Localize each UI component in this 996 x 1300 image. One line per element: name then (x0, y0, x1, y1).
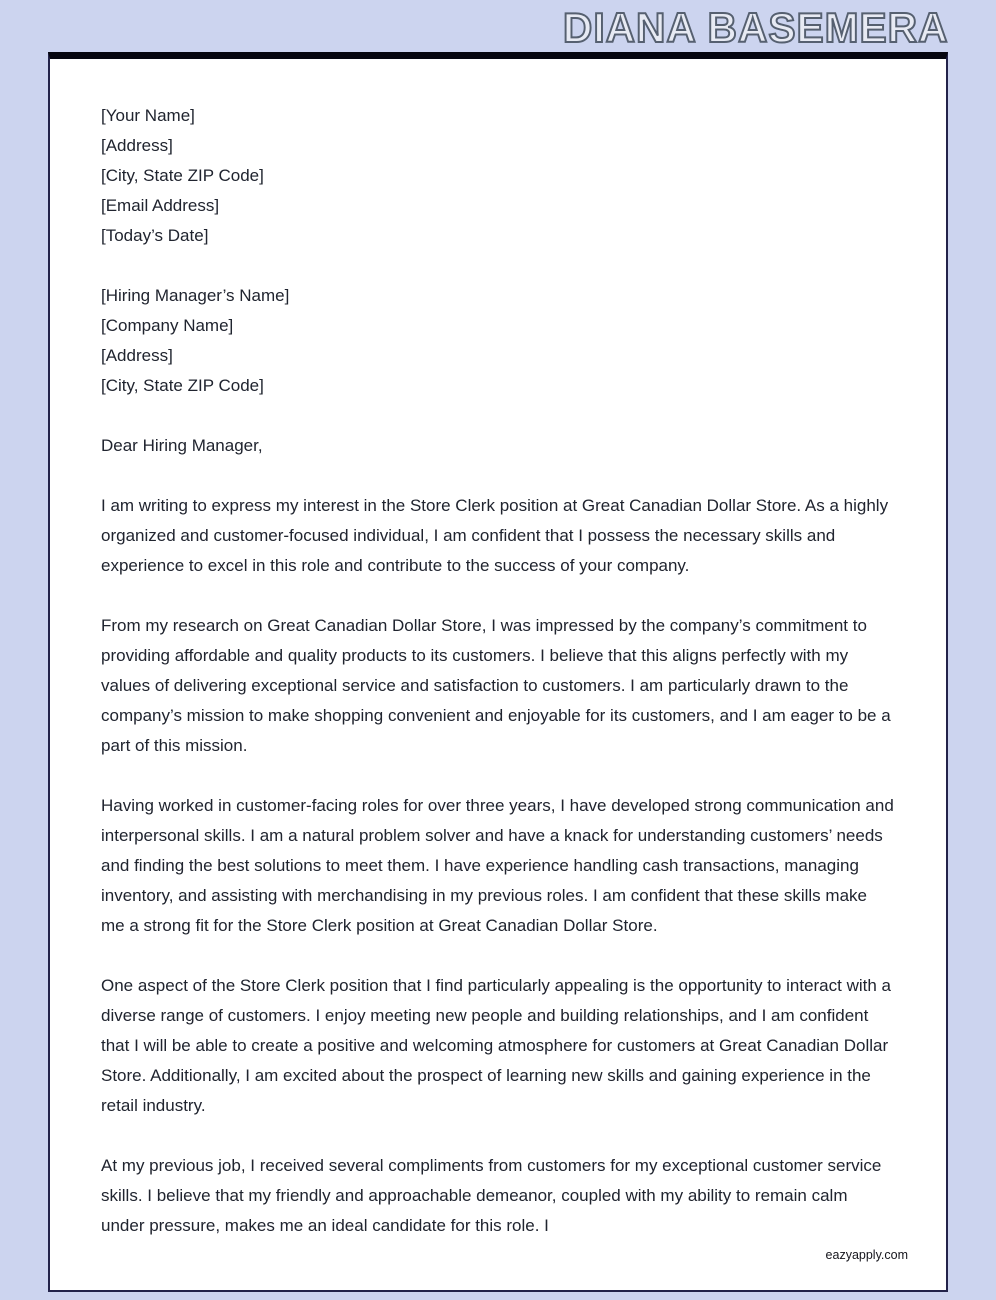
recipient-address-block (101, 281, 895, 401)
sender-line: [Your Name] (101, 106, 195, 125)
recipient-line: [Hiring Manager’s Name] (101, 286, 290, 305)
recipient-line: [Address] (101, 346, 173, 365)
letter-body (50, 59, 946, 1241)
letter-paragraph: From my research on Great Canadian Dollar Store, I was impressed by the company’s commitment to providing affordable and quality products to its customers. I believe that this aligns perfectly with my values of delivering exceptional service and satisfaction to customers. I am particularly drawn to the company’s mission to make shopping convenient and enjoyable for its customers, and I am eager to be a part of this mission. (101, 616, 891, 755)
salutation (101, 431, 895, 461)
letter-paragraph: At my previous job, I received several compliments from customers for my exceptional customer service skills. I believe that my friendly and approachable demeanor, coupled with my ability to remain calm under pressure, makes me an ideal candidate for this role. I (101, 1156, 882, 1235)
letter-paragraphs (101, 491, 895, 1241)
letter-paragraph: I am writing to express my interest in the Store Clerk position at Great Canadian Dollar Store. As a highly organized and customer-focused individual, I am confident that I possess the necessary skills and experience to excel in this role and contribute to the success of your company. (101, 496, 889, 575)
page-header (48, 4, 948, 52)
recipient-line: [City, State ZIP Code] (101, 376, 264, 395)
recipient-line: [Company Name] (101, 316, 234, 335)
letter-paragraph: One aspect of the Store Clerk position that I find particularly appealing is the opportunity to interact with a diverse range of customers. I enjoy meeting new people and building relationships, and I am confident that I will be able to create a positive and welcoming atmosphere for customers at Great Canadian Dollar Store. Additionally, I am excited about the prospect of learning new skills and gaining experience in the retail industry. (101, 976, 891, 1115)
letter-paragraph: Having worked in customer-facing roles for over three years, I have developed strong communication and interpersonal skills. I am a natural problem solver and have a knack for understanding customers’ needs and finding the best solutions to meet them. I have experience handling cash transactions, managing inventory, and assisting with merchandising in my previous roles. I am confident that these skills make me a strong fit for the Store Clerk position at Great Canadian Dollar Store. (101, 796, 894, 935)
watermark-text: eazyapply.com (825, 1248, 908, 1262)
sender-address-block (101, 101, 895, 251)
sender-line: [Today’s Date] (101, 226, 209, 245)
sender-line: [City, State ZIP Code] (101, 166, 264, 185)
letter-page (48, 52, 948, 1292)
brand-title: DIANA BASEMERA (562, 4, 948, 51)
salutation-line: Dear Hiring Manager, (101, 436, 263, 455)
sender-line: [Email Address] (101, 196, 220, 215)
sender-line: [Address] (101, 136, 173, 155)
